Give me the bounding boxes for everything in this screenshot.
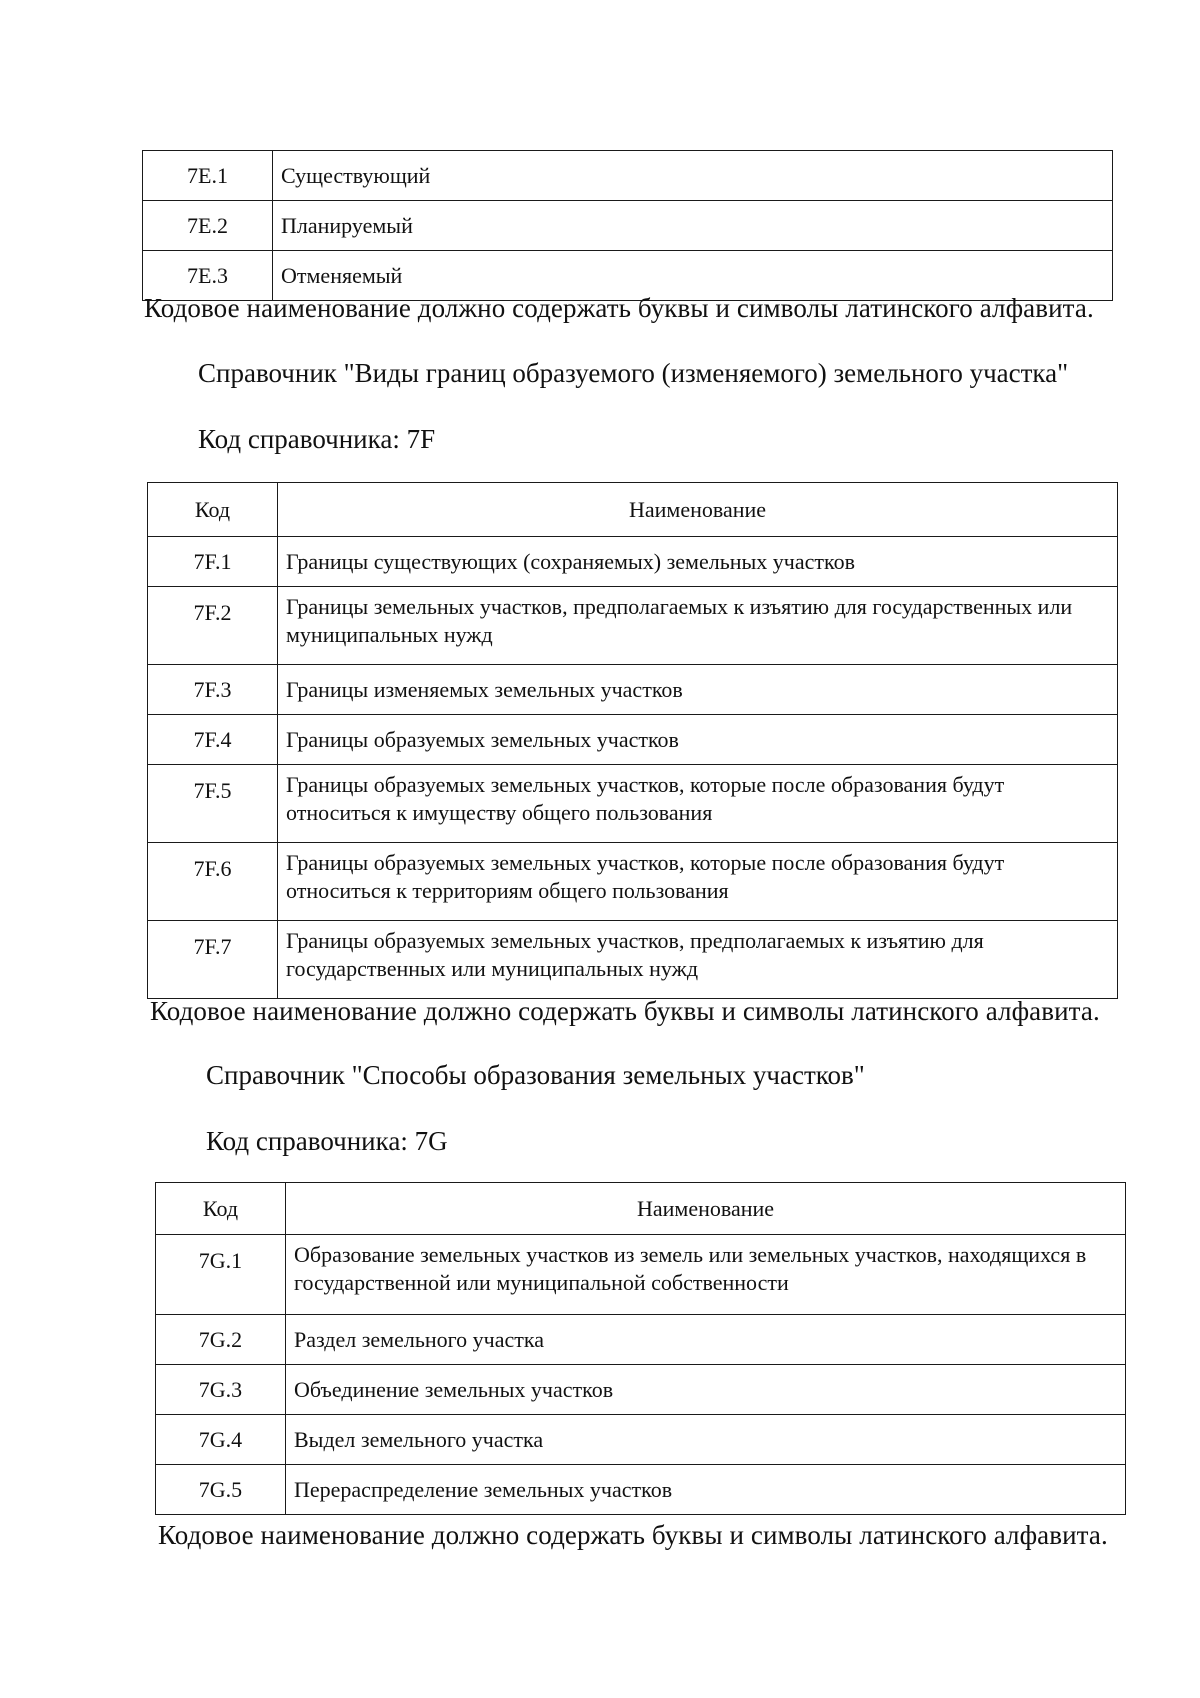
row-name: Границы образуемых земельных участков, которые после образования будут относиться к имуществу общего пользования xyxy=(278,765,1118,843)
row-code: 7E.3 xyxy=(143,251,273,301)
table-row xyxy=(148,715,1118,765)
table-header-row xyxy=(156,1183,1126,1235)
row-code: 7E.1 xyxy=(143,151,273,201)
section-code-7f: Код справочника: 7F xyxy=(198,424,436,454)
table-row xyxy=(156,1465,1126,1515)
row-name: Границы образуемых земельных участков, которые после образования будут относиться к территориям общего пользования xyxy=(278,843,1118,921)
row-code: 7F.4 xyxy=(148,715,278,765)
table-row xyxy=(148,765,1118,843)
table-7g xyxy=(155,1182,1126,1515)
section-title-7g: Справочник "Способы образования земельных участков" xyxy=(206,1060,865,1090)
table-row xyxy=(156,1235,1126,1315)
row-code: 7F.1 xyxy=(148,537,278,587)
header-code: Код xyxy=(148,483,278,537)
table-row xyxy=(148,843,1118,921)
row-code: 7G.2 xyxy=(156,1315,286,1365)
row-code: 7G.3 xyxy=(156,1365,286,1415)
row-code: 7F.2 xyxy=(148,587,278,665)
table-7e xyxy=(142,150,1113,301)
row-name: Планируемый xyxy=(273,201,1113,251)
section-code-7g: Код справочника: 7G xyxy=(206,1126,448,1156)
table-7f xyxy=(147,482,1118,999)
row-name: Объединение земельных участков xyxy=(286,1365,1126,1415)
table-row xyxy=(148,921,1118,999)
table-row xyxy=(148,665,1118,715)
table-row xyxy=(156,1415,1126,1465)
row-name: Выдел земельного участка xyxy=(286,1415,1126,1465)
header-name: Наименование xyxy=(286,1183,1126,1235)
row-name: Границы изменяемых земельных участков xyxy=(278,665,1118,715)
latin-alphabet-note: Кодовое наименование должно содержать буквы и символы латинского алфавита. xyxy=(150,996,1100,1026)
table-row xyxy=(156,1315,1126,1365)
row-name: Границы образуемых земельных участков, предполагаемых к изъятию для государственных или муниципальных нужд xyxy=(278,921,1118,999)
row-name: Границы существующих (сохраняемых) земельных участков xyxy=(278,537,1118,587)
row-name: Границы образуемых земельных участков xyxy=(278,715,1118,765)
row-code: 7F.7 xyxy=(148,921,278,999)
row-code: 7G.5 xyxy=(156,1465,286,1515)
row-name: Границы земельных участков, предполагаемых к изъятию для государственных или муниципальных нужд xyxy=(278,587,1118,665)
row-name: Перераспределение земельных участков xyxy=(286,1465,1126,1515)
header-code: Код xyxy=(156,1183,286,1235)
latin-alphabet-note: Кодовое наименование должно содержать буквы и символы латинского алфавита. xyxy=(158,1520,1108,1550)
row-name: Образование земельных участков из земель или земельных участков, находящихся в государственной или муниципальной собственности xyxy=(286,1235,1126,1315)
row-name: Раздел земельного участка xyxy=(286,1315,1126,1365)
row-name: Существующий xyxy=(273,151,1113,201)
row-code: 7F.5 xyxy=(148,765,278,843)
latin-alphabet-note: Кодовое наименование должно содержать буквы и символы латинского алфавита. xyxy=(144,293,1094,323)
table-row xyxy=(148,537,1118,587)
row-code: 7F.3 xyxy=(148,665,278,715)
table-row xyxy=(143,201,1113,251)
row-code: 7E.2 xyxy=(143,201,273,251)
row-code: 7G.4 xyxy=(156,1415,286,1465)
table-row xyxy=(143,151,1113,201)
header-name: Наименование xyxy=(278,483,1118,537)
row-code: 7G.1 xyxy=(156,1235,286,1315)
row-code: 7F.6 xyxy=(148,843,278,921)
row-name: Отменяемый xyxy=(273,251,1113,301)
table-row xyxy=(156,1365,1126,1415)
table-header-row xyxy=(148,483,1118,537)
section-title-7f: Справочник "Виды границ образуемого (изменяемого) земельного участка" xyxy=(198,358,1069,388)
table-row xyxy=(148,587,1118,665)
